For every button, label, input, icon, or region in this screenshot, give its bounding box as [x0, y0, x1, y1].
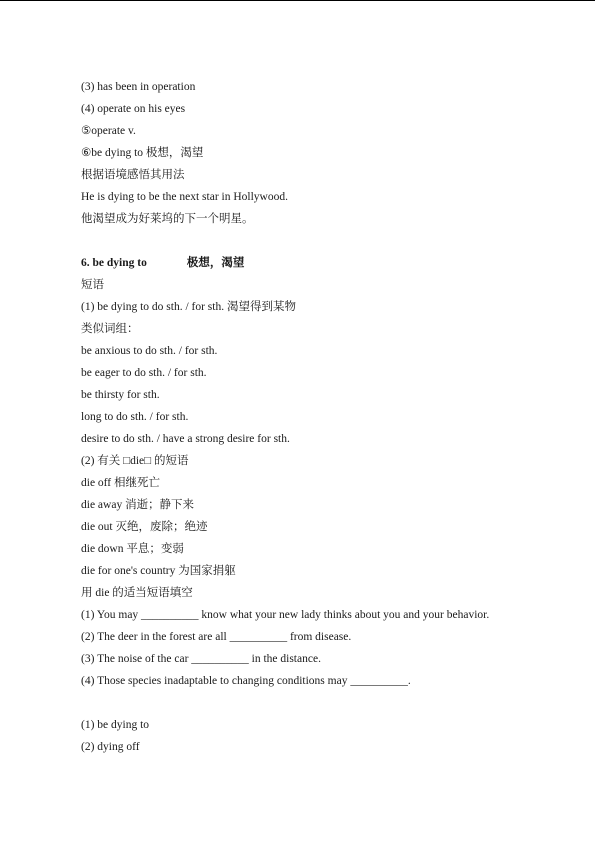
section-heading-number: 6. be dying to [81, 257, 147, 269]
text-line: die out 灭绝，废除；绝迹 [81, 521, 208, 533]
text-line: die for one's country 为国家捐躯 [81, 565, 236, 577]
section-heading-meaning: 极想，渴望 [186, 257, 245, 269]
section-heading [81, 252, 551, 274]
text-line: 根据语境感悟其用法 [81, 169, 185, 181]
text-line: 用 die 的适当短语填空 [81, 587, 193, 599]
text-line: (3) has been in operation [81, 81, 196, 93]
answer-item: (2) dying off [81, 741, 140, 753]
example-sentence-en: He is dying to be the next star in Hollywood. [81, 191, 288, 203]
exercise-item: (2) The deer in the forest are all __________ from disease. [81, 631, 352, 643]
text-line: be eager to do sth. / for sth. [81, 367, 207, 379]
text-line: long to do sth. / for sth. [81, 411, 189, 423]
text-line: (1) be dying to do sth. / for sth. 渴望得到某物 [81, 301, 296, 313]
text-line: die down 平息；变弱 [81, 543, 184, 555]
spacer [81, 692, 551, 714]
text-line: ⑥be dying to 极想，渴望 [81, 147, 204, 159]
text-line: be thirsty for sth. [81, 389, 160, 401]
page-top-border [0, 0, 595, 1]
exercise-item: (3) The noise of the car __________ in the distance. [81, 653, 321, 665]
text-line: 类似词组： [81, 323, 139, 335]
text-line: ⑤operate v. [81, 125, 136, 137]
text-line: 短语 [81, 279, 104, 291]
answer-item: (1) be dying to [81, 719, 150, 731]
text-line: be anxious to do sth. / for sth. [81, 345, 218, 357]
text-line: die away 消逝；静下来 [81, 499, 195, 511]
document-page [81, 76, 551, 758]
text-line: desire to do sth. / have a strong desire for sth. [81, 433, 290, 445]
text-line: (2) 有关 □die□ 的短语 [81, 455, 189, 467]
text-line: (4) operate on his eyes [81, 103, 186, 115]
answers-section [81, 714, 551, 758]
exercise-item: (4) Those species inadaptable to changing conditions may __________. [81, 675, 411, 687]
spacer [81, 230, 551, 252]
text-line: die off 相继死亡 [81, 477, 161, 489]
exercise-item: (1) You may __________ know what your new lady thinks about you and your behavior. [81, 609, 490, 621]
phrase-section [81, 274, 551, 692]
example-sentence-cn: 他渴望成为好莱坞的下一个明星。 [81, 213, 254, 225]
operate-section [81, 76, 551, 230]
